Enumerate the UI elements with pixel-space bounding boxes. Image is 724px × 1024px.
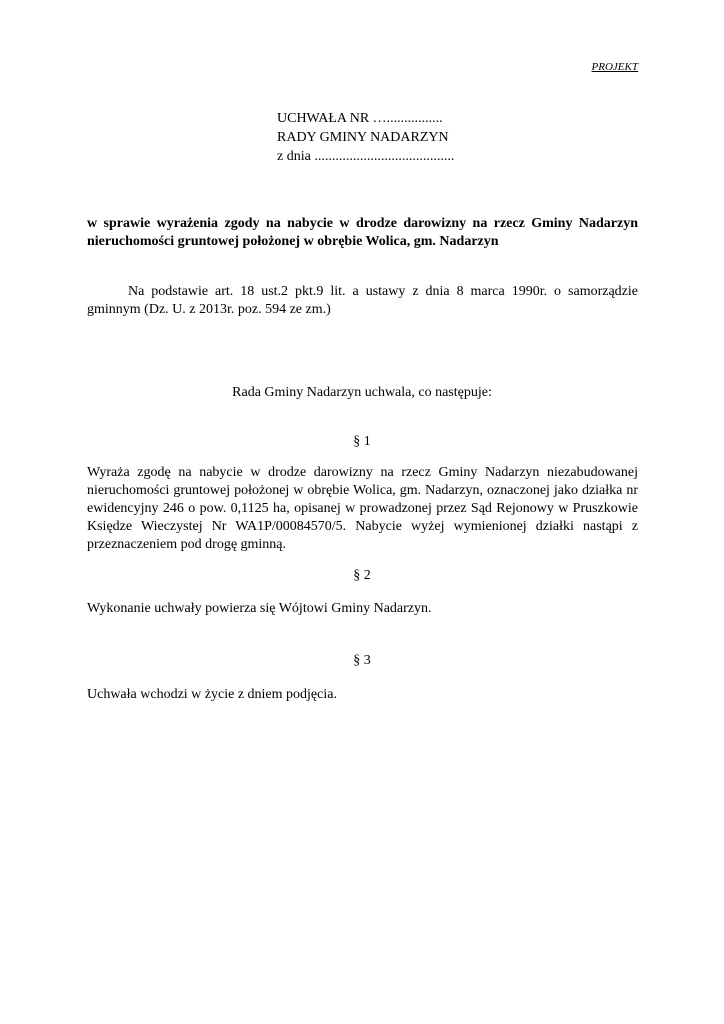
paragraph-1-title: § 1	[353, 434, 371, 449]
paragraph-2-text: Wykonanie uchwały powierza się Wójtowi Gminy Nadarzyn.	[87, 601, 432, 616]
legal-basis: Na podstawie art. 18 ust.2 pkt.9 lit. a ustawy z dnia 8 marca 1990r. o samorządzie gminnym (Dz. U. z 2013r. poz. 594 ze zm.)	[87, 284, 638, 317]
resolution-date: z dnia ........................................	[277, 149, 455, 164]
council-name: RADY GMINY NADARZYN	[277, 130, 449, 145]
enacting-clause: Rada Gminy Nadarzyn uchwala, co następuje:	[232, 385, 492, 400]
resolution-subject: w sprawie wyrażenia zgody na nabycie w drodze darowizny na rzecz Gminy Nadarzyn nieruchomości gruntowej położonej w obrębie Wolica, gm. Nadarzyn	[87, 216, 638, 249]
resolution-number: UCHWAŁA NR …................	[277, 111, 443, 126]
paragraph-3-title: § 3	[353, 653, 371, 668]
paragraph-2-title: § 2	[353, 568, 371, 583]
projekt-label: PROJEKT	[591, 61, 638, 73]
paragraph-3-text: Uchwała wchodzi w życie z dniem podjęcia.	[87, 687, 337, 702]
paragraph-1-text: Wyraża zgodę na nabycie w drodze darowizny na rzecz Gminy Nadarzyn niezabudowanej nieruchomości gruntowej położonej w obrębie Wolica, gm. Nadarzyn, oznaczonej jako działka nr ewidencyjny 246 o pow. 0,1125 ha, opisanej w prowadzonej przez Sąd Rejonowy w Pruszkowie Księdze Wieczystej Nr WA1P/00084570/5. Nabycie wyżej wymienionej działki nastąpi z przeznaczeniem pod drogę gminną.	[87, 465, 638, 552]
resolution-header	[277, 109, 454, 166]
